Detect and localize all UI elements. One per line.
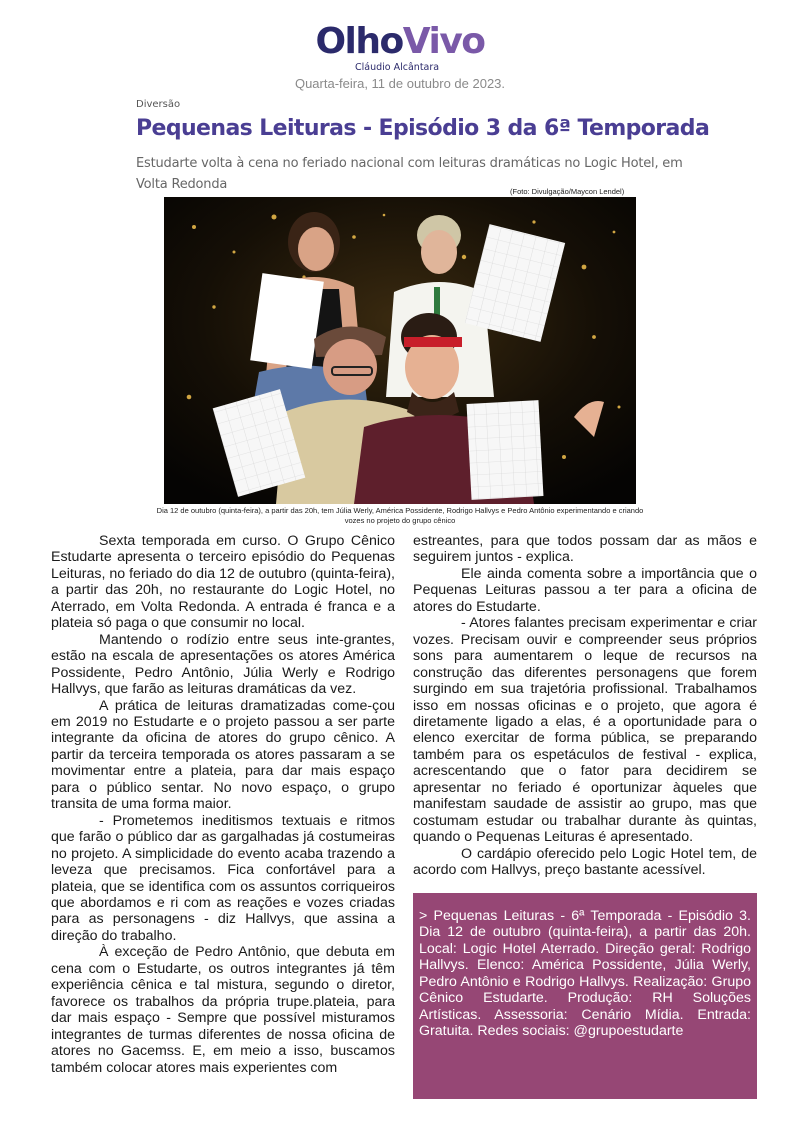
event-info-box: > Pequenas Leituras - 6ª Temporada - Episódio 3. Dia 12 de outubro (quinta-feira), a partir das 20h. Local: Logic Hotel Aterrado. Direção geral: Rodrigo Hallvys. Elenco: América Possidente, Júlia Werly, Pedro Antônio e Rodrigo Hallvys. Realização: Grupo Cênico Estudarte. Produção: RH Soluções Artísticas. Assessoria: Cenário Mídia. Entrada: Gratuita. Redes sociais: @grupoestudarte bbox=[413, 893, 757, 1099]
body-paragraph: O cardápio oferecido pelo Logic Hotel tem, de acordo com Hallvys, preço bastante acessível. bbox=[413, 845, 757, 879]
body-paragraph: - Prometemos ineditismos textuais e ritmos que farão o público dar as gargalhadas já costumeiras no projeto. A simplicidade do evento acaba trazendo a leveza que precisamos. Fica confortável para a plateia, que se identifica com os assuntos corriqueiros que abordamos e ri com as reações e vozes criadas para as personagens - diz Hallvys, que assina a direção do trabalho. bbox=[51, 812, 395, 944]
logo-part-olho: Olho bbox=[315, 21, 403, 62]
body-paragraph: À exceção de Pedro Antônio, que debuta em cena com o Estudarte, os outros integrantes já têm experiência cênica e tal mistura, segundo o diretor, favorece os trabalhos da própria trupe.plateia, para dar mais espaço - Sempre que possível misturamos integrantes de turmas diferentes de nossa oficina de atores no Gacemss. E, em meio a isso, buscamos também colocar atores mais experientes com bbox=[51, 944, 395, 1076]
logo-part-vivo: Vivo bbox=[402, 21, 485, 62]
photo-credit: (Foto: Divulgação/Maycon Lendel) bbox=[510, 187, 625, 196]
body-paragraph: - Atores falantes precisam experimentar e criar vozes. Precisam ouvir e compreender seus próprios sons para aumentarem o leque de recursos na construção das diferentes personagens que forem surgindo em sua trajetória profissional. Trabalhamos isso em nossas oficinas e o projeto, que agora é diretamente ligado a elas, é a oportunidade para o elenco exercitar de forma pública, se preparando também para os espetáculos de festival - explica, acrescentando que o fator para decidirem se apresentar no feriado é oportunizar àqueles que manifestam saudade de assistir ao grupo, mas que costumam estudar ou trabalhar durante às quintas, quando o Pequenas Leituras é apresentado. bbox=[413, 615, 757, 846]
body-paragraph: Sexta temporada em curso. O Grupo Cênico Estudarte apresenta o terceiro episódio do Pequenas Leituras, no feriado do dia 12 de outubro (quinta-feira), a partir das 20h, no restaurante do Logic Hotel, no Aterrado, em Volta Redonda. A entrada é franca e a plateia só paga o que consumir no local. bbox=[51, 533, 395, 632]
cast-photo-illustration bbox=[164, 197, 636, 504]
publication-date: Quarta-feira, 11 de outubro de 2023. bbox=[294, 76, 506, 91]
section-label: Diversão bbox=[136, 99, 181, 110]
photo-caption: Dia 12 de outubro (quinta-feira), a partir das 20h, tem Júlia Werly, América Possidente, Rodrigo Hallvys e Pedro Antônio experimentando e criando vozes no projeto do grupo cênico bbox=[156, 506, 644, 525]
article-subtitle: Estudarte volta à cena no feriado nacional com leituras dramáticas no Logic Hotel, em Volta Redonda bbox=[136, 156, 683, 192]
body-paragraph: Mantendo o rodízio entre seus inte-grantes, estão na escala de apresentações os atores América Possidente, Pedro Antônio, Júlia Werly e Rodrigo Hallvys, que farão as leituras dramáticas da vez. bbox=[51, 631, 395, 698]
article-column-left bbox=[51, 533, 395, 1076]
newspaper-logo bbox=[0, 22, 800, 62]
article-headline: Pequenas Leituras - Episódio 3 da 6ª Temporada bbox=[136, 116, 710, 141]
body-paragraph-continuation: estreantes, para que todos possam dar as mãos e seguirem juntos - explica. bbox=[413, 533, 757, 566]
body-paragraph: Ele ainda comenta sobre a importância que o Pequenas Leituras passou a ter para a oficina de atores do Estudarte. bbox=[413, 565, 757, 615]
article-column-right bbox=[413, 533, 757, 879]
body-paragraph: A prática de leituras dramatizadas come-çou em 2019 no Estudarte e o projeto passou a ser parte integrante da oficina de atores do grupo cênico. A partir da terceira temporada os atores passaram a se movimentar entre a plateia, para dar mais espaço para o público sentar. No novo espaço, o grupo transita de uma forma maior. bbox=[51, 697, 395, 813]
logo-byline: Cláudio Alcântara bbox=[355, 62, 440, 73]
article-photo bbox=[164, 197, 636, 504]
